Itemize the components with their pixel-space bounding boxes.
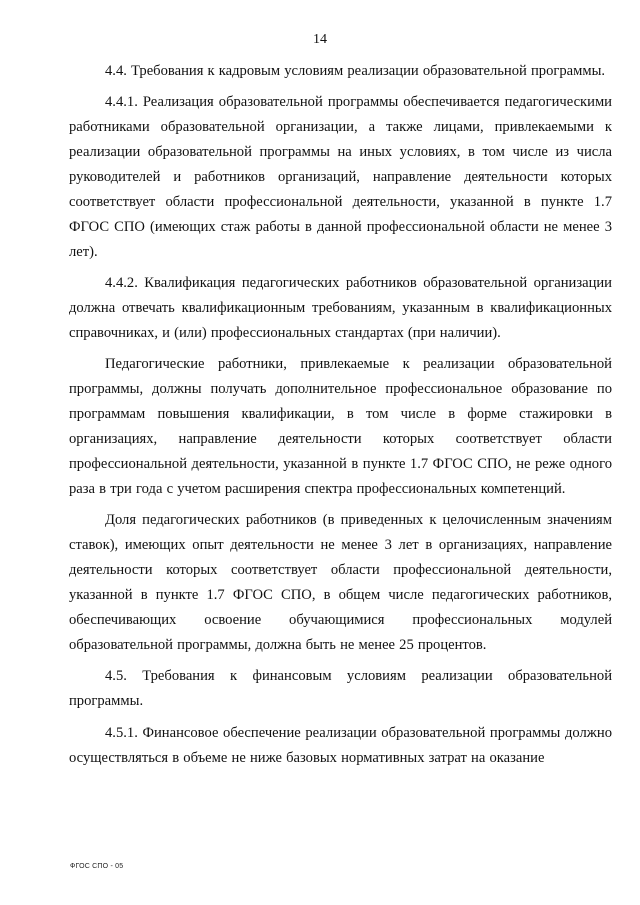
paragraph-4-4-1: 4.4.1. Реализация образовательной программы обеспечивается педагогическими работниками образовательной организации, а также лицами, привлекаемыми к реализации образовательной программы на иных условиях, в том числе из числа руководителей и работников организаций, направление деятельности которых соответствует области профессиональной деятельности, указанной в пункте 1.7 ФГОС СПО (имеющих стаж работы в данной профессиональной области не менее 3 лет).: [69, 94, 612, 260]
document-body: [69, 59, 612, 777]
section-4-5-heading: 4.5. Требования к финансовым условиям реализации образовательной программы.: [69, 668, 612, 710]
paragraph-4-4-2: 4.4.2. Квалификация педагогических работников образовательной организации должна отвечать квалификационным требованиям, указанным в квалификационных справочниках, и (или) профессиональных стандартах (при наличии).: [69, 275, 612, 342]
paragraph-share-of-workers: Доля педагогических работников (в приведенных к целочисленным значениям ставок), имеющих опыт деятельности не менее 3 лет в организациях, направление деятельности которых соответствует области профессиональной деятельности, указанной в пункте 1.7 ФГОС СПО, в общем числе педагогических работников, обеспечивающих освоение обучающимися профессиональных модулей образовательной программы, должна быть не менее 25 процентов.: [69, 512, 612, 653]
page-number: 14: [313, 32, 327, 47]
section-4-4-heading: 4.4. Требования к кадровым условиям реализации образовательной программы.: [105, 63, 606, 79]
paragraph-pedagogical-workers: Педагогические работники, привлекаемые к реализации образовательной программы, должны получать дополнительное профессиональное образование по программам повышения квалификации, в том числе в форме стажировки в организациях, направление деятельности которых соответствует области профессиональной деятельности, указанной в пункте 1.7 ФГОС СПО, не реже одного раза в три года с учетом расширения спектра профессиональных компетенций.: [69, 356, 612, 497]
paragraph-4-5-1: 4.5.1. Финансовое обеспечение реализации образовательной программы должно осуществляться в объеме не ниже базовых нормативных затрат на оказание: [69, 724, 612, 766]
footer-document-code: ФГОС СПО - 05: [70, 863, 124, 870]
